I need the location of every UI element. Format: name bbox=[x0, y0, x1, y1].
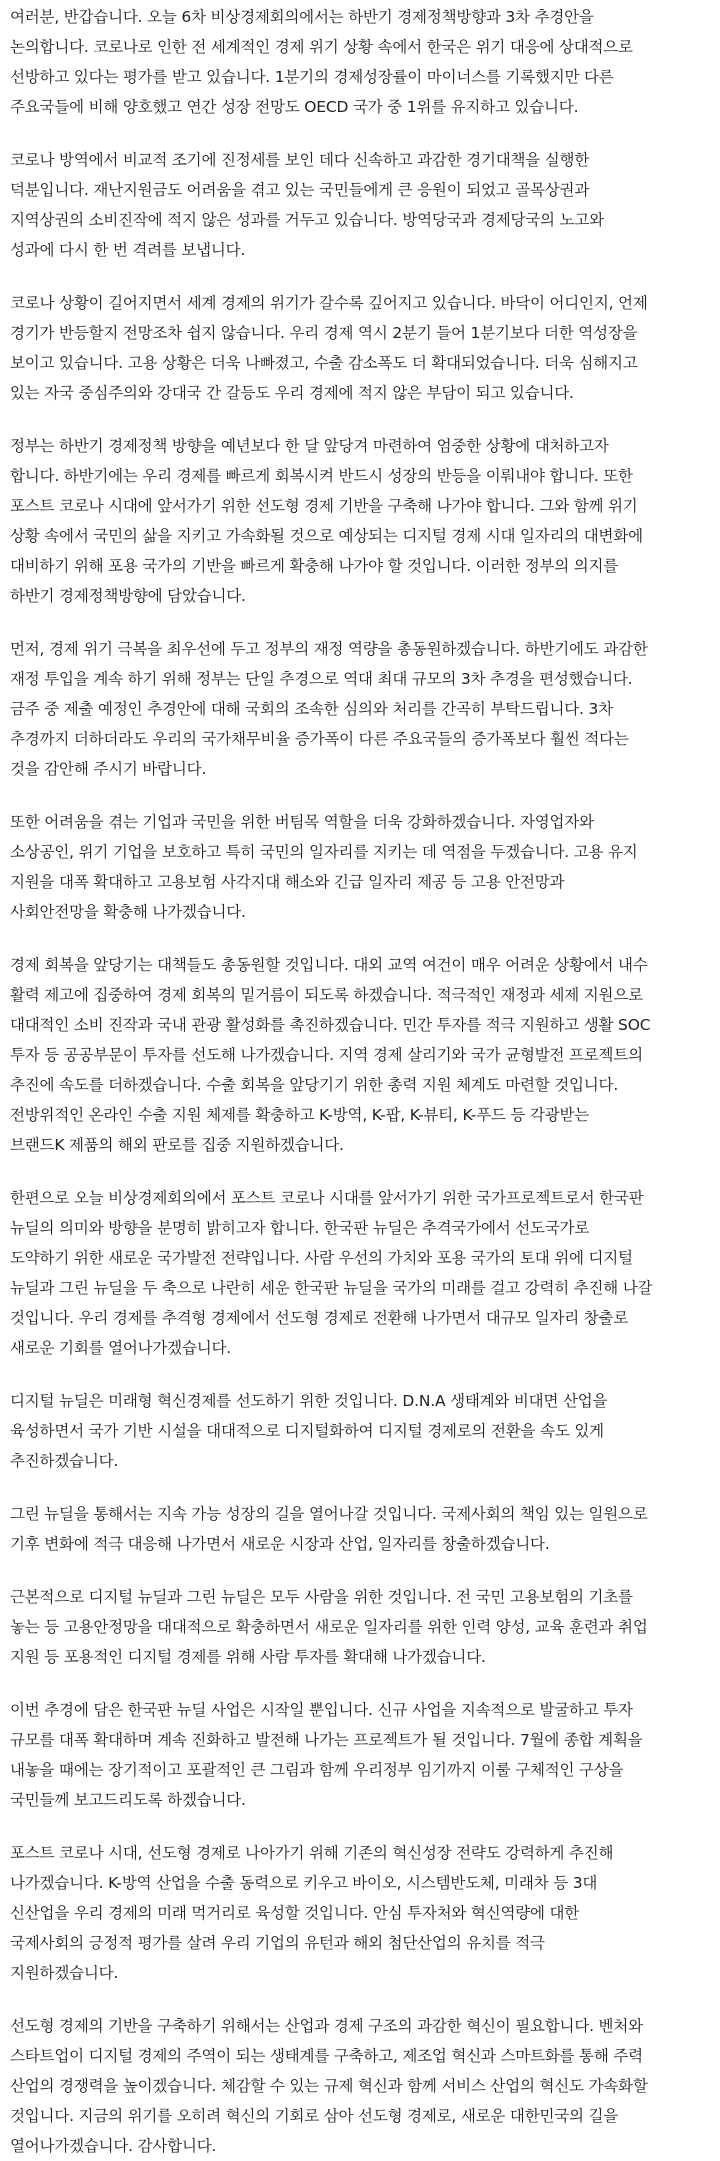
paragraph-line: 선방하고 있다는 평가를 받고 있습니다. 1분기의 경제성장률이 마이너스를 기록했지만 다른 bbox=[10, 68, 614, 86]
paragraph-line: 지역상권의 소비진작에 적지 않은 성과를 거두고 있습니다. 방역당국과 경제당국의 노고와 bbox=[10, 211, 604, 229]
paragraph-line: 내놓을 때에는 장기적이고 포괄적인 큰 그림과 함께 우리정부 임기까지 이룰 구체적인 구상을 bbox=[10, 1761, 624, 1779]
paragraph-line: 열어나가겠습니다. 감사합니다. bbox=[10, 2137, 217, 2155]
paragraph-line: 성과에 다시 한 번 격려를 보냅니다. bbox=[10, 241, 246, 259]
paragraph-line: 그린 뉴딜을 통해서는 지속 가능 성장의 길을 열어나갈 것입니다. 국제사회의 책임 있는 일원으로 bbox=[10, 1505, 648, 1523]
speech-paragraph bbox=[10, 1695, 704, 1815]
paragraph-line: 근본적으로 디지털 뉴딜과 그린 뉴딜은 모두 사람을 위한 것입니다. 전 국민 고용보험의 기초를 bbox=[10, 1588, 633, 1606]
paragraph-line: 도약하기 위한 새로운 국가발전 전략입니다. 사람 우선의 가치와 포용 국가의 토대 위에 디지털 bbox=[10, 1249, 633, 1267]
paragraph-line: 경기가 반등할지 전망조차 쉽지 않습니다. 우리 경제 역시 2분기 들어 1분기보다 더한 역성장을 bbox=[10, 324, 638, 342]
paragraph-line: 경제 회복을 앞당기는 대책들도 총동원할 것입니다. 대외 교역 여건이 매우 어려운 상황에서 내수 bbox=[10, 956, 648, 974]
paragraph-line: 브랜드K 제품의 해외 판로를 집중 지원하겠습니다. bbox=[10, 1136, 344, 1154]
paragraph-line: 것입니다. 우리 경제를 추격형 경제에서 선도형 경제로 전환해 나가면서 대규모 일자리 창출로 bbox=[10, 1309, 629, 1327]
paragraph-line: 사회안전망을 확충해 나가겠습니다. bbox=[10, 903, 246, 921]
paragraph-line: 한편으로 오늘 비상경제회의에서 포스트 코로나 시대를 앞서가기 위한 국가프로젝트로서 한국판 bbox=[10, 1189, 644, 1207]
paragraph-line: 주요국들에 비해 양호했고 연간 성장 전망도 OECD 국가 중 1위를 유지하고 있습니다. bbox=[10, 98, 579, 116]
speech-paragraph bbox=[10, 1499, 704, 1559]
paragraph-line: 활력 제고에 집중하여 경제 회복의 밑거름이 되도록 하겠습니다. 적극적인 재정과 세제 지원으로 bbox=[10, 986, 643, 1004]
paragraph-line: 놓는 등 고용안정망을 대대적으로 확충하면서 새로운 일자리를 위한 인력 양성, 교육 훈련과 취업 bbox=[10, 1618, 648, 1636]
speech-paragraph bbox=[10, 950, 704, 1160]
paragraph-line: 재정 투입을 계속 하기 위해 정부는 단일 추경으로 역대 최대 규모의 3차 추경을 편성했습니다. bbox=[10, 670, 633, 688]
paragraph-line: 뉴딜의 의미와 방향을 분명히 밝히고자 합니다. 한국판 뉴딜은 추격국가에서 선도국가로 bbox=[10, 1219, 590, 1237]
paragraph-line: 뉴딜과 그린 뉴딜을 두 축으로 나란히 세운 한국판 뉴딜을 국가의 미래를 걸고 강력히 추진해 나갈 bbox=[10, 1279, 653, 1297]
paragraph-line: 정부는 하반기 경제정책 방향을 예년보다 한 달 앞당겨 마련하여 엄중한 상황에 대처하고자 bbox=[10, 437, 609, 455]
paragraph-line: 추진하겠습니다. bbox=[10, 1452, 119, 1470]
paragraph-line: 국민들께 보고드리도록 하겠습니다. bbox=[10, 1791, 246, 1809]
paragraph-line: 대대적인 소비 진작과 국내 관광 활성화를 촉진하겠습니다. 민간 투자를 적극 지원하고 생활 SOC bbox=[10, 1016, 651, 1034]
paragraph-line: 디지털 뉴딜은 미래형 혁신경제를 선도하기 위한 것입니다. D.N.A 생태계와 비대면 산업을 bbox=[10, 1392, 608, 1410]
paragraph-line: 새로운 기회를 열어나가겠습니다. bbox=[10, 1339, 232, 1357]
speech-paragraph bbox=[10, 1183, 704, 1363]
paragraph-line: 코로나 상황이 길어지면서 세계 경제의 위기가 갈수록 깊어지고 있습니다. 바닥이 어디인지, 언제 bbox=[10, 294, 648, 312]
speech-paragraph bbox=[10, 1838, 704, 1988]
paragraph-line: 것을 감안해 주시기 바랍니다. bbox=[10, 760, 207, 778]
paragraph-line: 지원 등 포용적인 디지털 경제를 위해 사람 투자를 확대해 나가겠습니다. bbox=[10, 1648, 486, 1666]
paragraph-line: 나가겠습니다. K-방역 산업을 수출 동력으로 키우고 바이오, 시스템반도체, 미래차 등 3대 bbox=[10, 1874, 598, 1892]
paragraph-line: 추진에 속도를 더하겠습니다. 수출 회복을 앞당기기 위한 총력 지원 체계도 마련할 것입니다. bbox=[10, 1076, 619, 1094]
paragraph-line: 덕분입니다. 재난지원금도 어려움을 겪고 있는 국민들에게 큰 응원이 되었고 골목상권과 bbox=[10, 181, 590, 199]
paragraph-line: 지원을 대폭 확대하고 고용보험 사각지대 해소와 긴급 일자리 제공 등 고용 안전망과 bbox=[10, 873, 565, 891]
paragraph-line: 규모를 대폭 확대하며 계속 진화하고 발전해 나가는 프로젝트가 될 것입니다. 7월에 종합 계획을 bbox=[10, 1731, 643, 1749]
speech-paragraph bbox=[10, 431, 704, 611]
paragraph-line: 지원하겠습니다. bbox=[10, 1964, 119, 1982]
paragraph-line: 상황 속에서 국민의 삶을 지키고 가속화될 것으로 예상되는 디지털 경제 시대 일자리의 대변화에 bbox=[10, 527, 643, 545]
paragraph-line: 보이고 있습니다. 고용 상황은 더욱 나빠졌고, 수출 감소폭도 더 확대되었습니다. 더욱 심해지고 bbox=[10, 354, 638, 372]
paragraph-line: 코로나 방역에서 비교적 조기에 진정세를 보인 데다 신속하고 과감한 경기대책을 실행한 bbox=[10, 151, 590, 169]
paragraph-line: 또한 어려움을 겪는 기업과 국민을 위한 버팀목 역할을 더욱 강화하겠습니다. 자영업자와 bbox=[10, 813, 594, 831]
paragraph-line: 스타트업이 디지털 경제의 주역이 되는 생태계를 구축하고, 제조업 혁신과 스마트화를 통해 주력 bbox=[10, 2047, 643, 2065]
paragraph-line: 선도형 경제의 기반을 구축하기 위해서는 산업과 경제 구조의 과감한 혁신이 필요합니다. 벤처와 bbox=[10, 2017, 643, 2035]
paragraph-line: 소상공인, 위기 기업을 보호하고 특히 국민의 일자리를 지키는 데 역점을 두겠습니다. 고용 유지 bbox=[10, 843, 638, 861]
speech-paragraph bbox=[10, 2, 704, 122]
paragraph-line: 하반기 경제정책방향에 담았습니다. bbox=[10, 587, 246, 605]
speech-paragraph bbox=[10, 634, 704, 784]
paragraph-line: 산업의 경쟁력을 높이겠습니다. 체감할 수 있는 규제 혁신과 함께 서비스 산업의 혁신도 가속화할 bbox=[10, 2077, 648, 2095]
paragraph-line: 합니다. 하반기에는 우리 경제를 빠르게 회복시켜 반드시 성장의 반등을 이뤄내야 합니다. 또한 bbox=[10, 467, 633, 485]
speech-paragraph bbox=[10, 807, 704, 927]
paragraph-line: 신산업을 우리 경제의 미래 먹거리로 육성할 것입니다. 안심 투자처와 혁신역량에 대한 bbox=[10, 1904, 580, 1922]
paragraph-line: 대비하기 위해 포용 국가의 기반을 빠르게 확충해 나가야 할 것입니다. 이러한 정부의 의지를 bbox=[10, 557, 619, 575]
speech-paragraph bbox=[10, 145, 704, 265]
paragraph-line: 투자 등 공공부문이 투자를 선도해 나가겠습니다. 지역 경제 살리기와 국가 균형발전 프로젝트의 bbox=[10, 1046, 643, 1064]
paragraph-line: 있는 자국 중심주의와 강대국 간 갈등도 우리 경제에 적지 않은 부담이 되고 있습니다. bbox=[10, 384, 574, 402]
speech-paragraph bbox=[10, 1582, 704, 1672]
paragraph-line: 것입니다. 지금의 위기를 오히려 혁신의 기회로 삼아 선도형 경제로, 새로운 대한민국의 길을 bbox=[10, 2107, 619, 2125]
paragraph-line: 포스트 코로나 시대, 선도형 경제로 나아가기 위해 기존의 혁신성장 전략도 강력하게 추진해 bbox=[10, 1844, 614, 1862]
paragraph-line: 여러분, 반갑습니다. 오늘 6차 비상경제회의에서는 하반기 경제정책방향과 3차 추경안을 bbox=[10, 8, 594, 26]
paragraph-line: 추경까지 더하더라도 우리의 국가채무비율 증가폭이 다른 주요국들의 증가폭보다 훨씬 적다는 bbox=[10, 730, 629, 748]
paragraph-line: 육성하면서 국가 기반 시설을 대대적으로 디지털화하여 디지털 경제로의 전환을 속도 있게 bbox=[10, 1422, 604, 1440]
speech-paragraph bbox=[10, 1386, 704, 1476]
paragraph-line: 금주 중 제출 예정인 추경안에 대해 국회의 조속한 심의와 처리를 간곡히 부탁드립니다. 3차 bbox=[10, 700, 613, 718]
paragraph-line: 이번 추경에 담은 한국판 뉴딜 사업은 시작일 뿐입니다. 신규 사업을 지속적으로 발굴하고 투자 bbox=[10, 1701, 633, 1719]
paragraph-line: 기후 변화에 적극 대응해 나가면서 새로운 시장과 산업, 일자리를 창출하겠습니다. bbox=[10, 1535, 550, 1553]
speech-paragraph bbox=[10, 288, 704, 408]
paragraph-line: 전방위적인 온라인 수출 지원 체제를 확충하고 K-방역, K-팝, K-뷰티, K-푸드 등 각광받는 bbox=[10, 1106, 590, 1124]
paragraph-line: 포스트 코로나 시대에 앞서가기 위한 선도형 경제 기반을 구축해 나가야 합니다. 그와 함께 위기 bbox=[10, 497, 638, 515]
paragraph-line: 국제사회의 긍정적 평가를 살려 우리 기업의 유턴과 해외 첨단산업의 유치를 적극 bbox=[10, 1934, 545, 1952]
paragraph-line: 논의합니다. 코로나로 인한 전 세계적인 경제 위기 상황 속에서 한국은 위기 대응에 상대적으로 bbox=[10, 38, 633, 56]
speech-paragraph bbox=[10, 2011, 704, 2161]
paragraph-line: 먼저, 경제 위기 극복을 최우선에 두고 정부의 재정 역량을 총동원하겠습니다. 하반기에도 과감한 bbox=[10, 640, 648, 658]
